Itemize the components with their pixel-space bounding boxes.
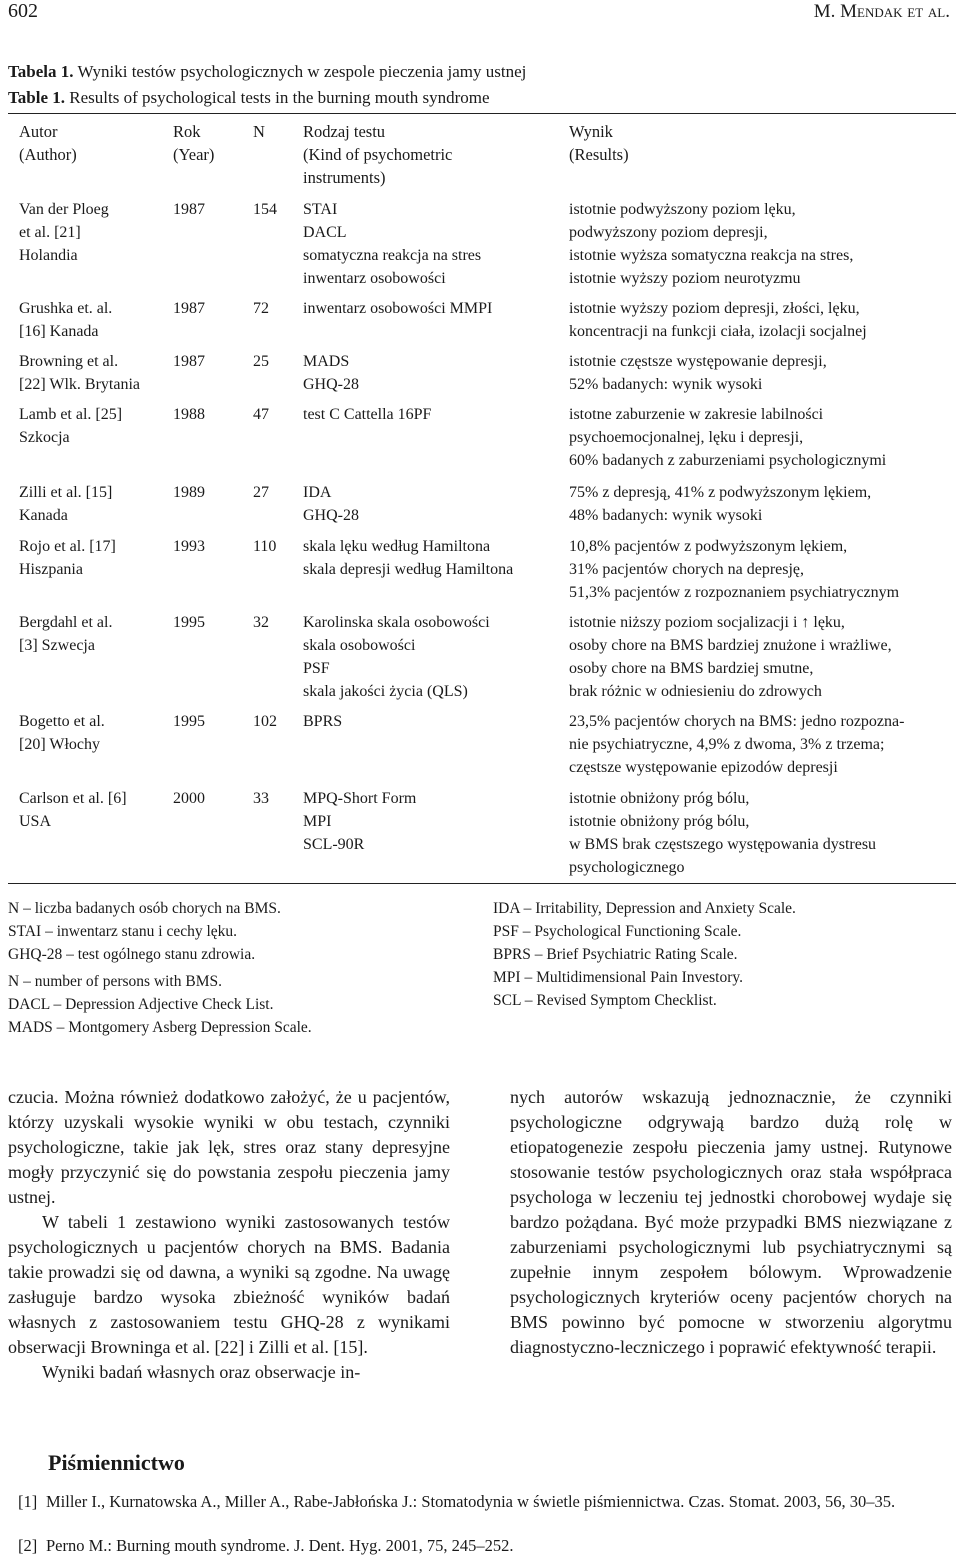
cell-author: Browning et al. [22] Wlk. Brytania xyxy=(19,353,141,393)
cell-kind: test C Cattella 16PF xyxy=(303,406,432,423)
page-number: 602 xyxy=(8,0,38,22)
caption-label-english: Table 1. xyxy=(8,88,66,107)
reference-item xyxy=(18,1534,956,1557)
footnotes-left-english: N – number of persons with BMS. DACL – Depression Adjective Check List. MADS – Montgomery Asberg Depression Scale. xyxy=(8,973,312,1036)
cell-author: Van der Ploeg et al. [21] Holandia xyxy=(19,201,109,264)
cell-author: Zilli et al. [15] Kanada xyxy=(19,484,113,524)
caption-text-english: Results of psychological tests in the burning mouth syndrome xyxy=(69,88,490,107)
cell-year: 1989 xyxy=(173,484,205,501)
page-header xyxy=(0,0,960,24)
body-column-right xyxy=(510,1085,952,1360)
paragraph: W tabeli 1 zestawiono wyniki zastosowanych testów psychologicznych u pacjentów chorych na BMS. Badania takie prowadzi się od dawna, a wyniki są zgodne. Na uwagę zasługuje bardzo wysoka zbieżność wyników badań własnych z zastosowaniem testu GHQ-28 z wynikami obserwacji Browninga et al. [22] i Zilli et al. [15]. xyxy=(8,1212,450,1357)
header-n: N xyxy=(253,122,265,141)
cell-result: 23,5% pacjentów chorych na BMS: jedno rozpozna- nie psychiatryczne, 4,9% z dwoma, 3% z trzema; częstsze występowanie epizodów depresji xyxy=(569,713,905,776)
cell-author: Rojo et al. [17] Hiszpania xyxy=(19,538,116,578)
cell-kind: STAI DACL somatyczna reakcja na stres inwentarz osobowości xyxy=(303,201,482,287)
cell-n: 32 xyxy=(253,614,269,631)
cell-result: istotnie obniżony próg bólu, istotnie obniżony próg bólu, w BMS brak częstszego występowania dystresu psychologicznego xyxy=(569,790,877,876)
cell-result: 75% z depresją, 41% z podwyższonym lękiem, 48% badanych: wynik wysoki xyxy=(569,484,872,524)
paragraph: Wyniki badań własnych oraz obserwacje in- xyxy=(42,1362,361,1382)
cell-author: Lamb et al. [25] Szkocja xyxy=(19,406,123,446)
cell-n: 154 xyxy=(253,201,277,218)
running-author: M. Mendak et al. xyxy=(813,1,950,22)
cell-year: 1995 xyxy=(173,614,205,631)
cell-n: 110 xyxy=(253,538,277,555)
results-table xyxy=(8,113,956,884)
cell-year: 1988 xyxy=(173,406,205,423)
header-author: Autor (Author) xyxy=(19,122,77,164)
paragraph: czucia. Można również dodatkowo założyć, że u pacjentów, którzy uzyskali wysokie wyniki w obu testach, czynniki psychologiczne, takie jak lęk, stres oraz stany depresyjne mogły przyczynić się do powstania zespołu pieczenia jamy ustnej. xyxy=(8,1087,450,1207)
cell-author: Carlson et al. [6] USA xyxy=(19,790,127,830)
header-year: Rok (Year) xyxy=(173,122,215,164)
cell-kind: MADS GHQ-28 xyxy=(303,353,359,393)
cell-result: 10,8% pacjentów z podwyższonym lękiem, 31% pacjentów chorych na depresję, 51,3% pacjentów z rozpoznaniem psychiatrycznym xyxy=(569,538,900,601)
cell-kind: Karolinska skala osobowości skala osobowości PSF skala jakości życia (QLS) xyxy=(303,614,490,700)
cell-n: 47 xyxy=(253,406,269,423)
reference-number: [2] xyxy=(18,1536,38,1555)
caption-text-polish: Wyniki testów psychologicznych w zespole pieczenia jamy ustnej xyxy=(77,62,527,81)
header-kind: Rodzaj testu (Kind of psychometric instruments) xyxy=(303,122,453,187)
cell-n: 72 xyxy=(253,300,269,317)
reference-item xyxy=(18,1490,956,1513)
cell-year: 1995 xyxy=(173,713,205,730)
cell-n: 27 xyxy=(253,484,269,501)
cell-kind: IDA GHQ-28 xyxy=(303,484,359,524)
cell-result: istotnie częstsze występowanie depresji, 52% badanych: wynik wysoki xyxy=(569,353,827,393)
cell-n: 102 xyxy=(253,713,277,730)
cell-year: 1987 xyxy=(173,353,205,370)
table-caption-english xyxy=(8,88,490,108)
reference-text: Miller I., Kurnatowska A., Miller A., Rabe-Jabłońska J.: Stomatodynia w świetle piśmiennictwa. Czas. Stomat. 2003, 56, 30–35. xyxy=(46,1492,896,1511)
cell-author: Grushka et. al. [16] Kanada xyxy=(19,300,113,340)
cell-n: 33 xyxy=(253,790,269,807)
footnotes-right: IDA – Irritability, Depression and Anxiety Scale. PSF – Psychological Functioning Scale. BPRS – Brief Psychiatric Rating Scale. MPI – Multidimensional Pain Investory. SCL – Revised Symptom Checklist. xyxy=(493,900,796,1009)
cell-result: istotnie niższy poziom socjalizacji i ↑ lęku, osoby chore na BMS bardziej znużone i wrażliwe, osoby chore na BMS bardziej smutne, brak różnic w odniesieniu do zdrowych xyxy=(569,614,892,700)
cell-result: istotnie wyższy poziom depresji, złości, lęku, koncentracji na funkcji ciała, izolacji socjalnej xyxy=(569,300,867,340)
body-column-left xyxy=(8,1085,450,1385)
cell-kind: MPQ-Short Form MPI SCL-90R xyxy=(303,790,417,853)
caption-label-polish: Tabela 1. xyxy=(8,62,74,81)
footnotes-left-polish: N – liczba badanych osób chorych na BMS. STAI – inwentarz stanu i cechy lęku. GHQ-28 – test ogólnego stanu zdrowia. xyxy=(8,900,281,963)
cell-year: 2000 xyxy=(173,790,205,807)
cell-year: 1987 xyxy=(173,201,205,218)
cell-author: Bogetto et al. [20] Włochy xyxy=(19,713,105,753)
references-heading: Piśmiennictwo xyxy=(48,1450,185,1475)
reference-text: Perno M.: Burning mouth syndrome. J. Dent. Hyg. 2001, 75, 245–252. xyxy=(46,1536,514,1555)
cell-kind: BPRS xyxy=(303,713,343,730)
cell-author: Bergdahl et al. [3] Szwecja xyxy=(19,614,113,654)
cell-result: istotnie podwyższony poziom lęku, podwyższony poziom depresji, istotnie wyższa somatyczna reakcja na stres, istotnie wyższy poziom neurotyzmu xyxy=(569,201,854,287)
cell-n: 25 xyxy=(253,353,269,370)
reference-number: [1] xyxy=(18,1492,38,1511)
header-result: Wynik (Results) xyxy=(569,122,629,164)
table-caption-polish xyxy=(8,62,526,82)
cell-year: 1987 xyxy=(173,300,205,317)
cell-result: istotne zaburzenie w zakresie labilności psychoemocjonalnej, lęku i depresji, 60% badanych z zaburzeniami psychologicznymi xyxy=(569,406,887,469)
cell-kind: skala lęku według Hamiltona skala depresji według Hamiltona xyxy=(303,538,514,578)
paragraph: nych autorów wskazują jednoznacznie, że czynniki psychologiczne odgrywają bardzo dużą rolę w etiopatogenezie zespołu pieczenia jamy ustnej. Rutynowe stosowanie testów psychologicznych oraz stała współpraca psychologa w leczeniu tej jednostki chorobowej wydaje się bardzo pożądana. Być może przypadki BMS niezwiązane z zaburzeniami psychologicznymi lub psychiatrycznymi są zupełnie innym zespołem bólowym. Wprowadzenie psychologicznych kryteriów oceny pacjentów chorych na BMS powinno być pomocne w stworzeniu algorytmu diagnostyczno-leczniczego i poprawić efektywność terapii. xyxy=(510,1087,952,1357)
cell-kind: inwentarz osobowości MMPI xyxy=(303,300,493,317)
cell-year: 1993 xyxy=(173,538,205,555)
